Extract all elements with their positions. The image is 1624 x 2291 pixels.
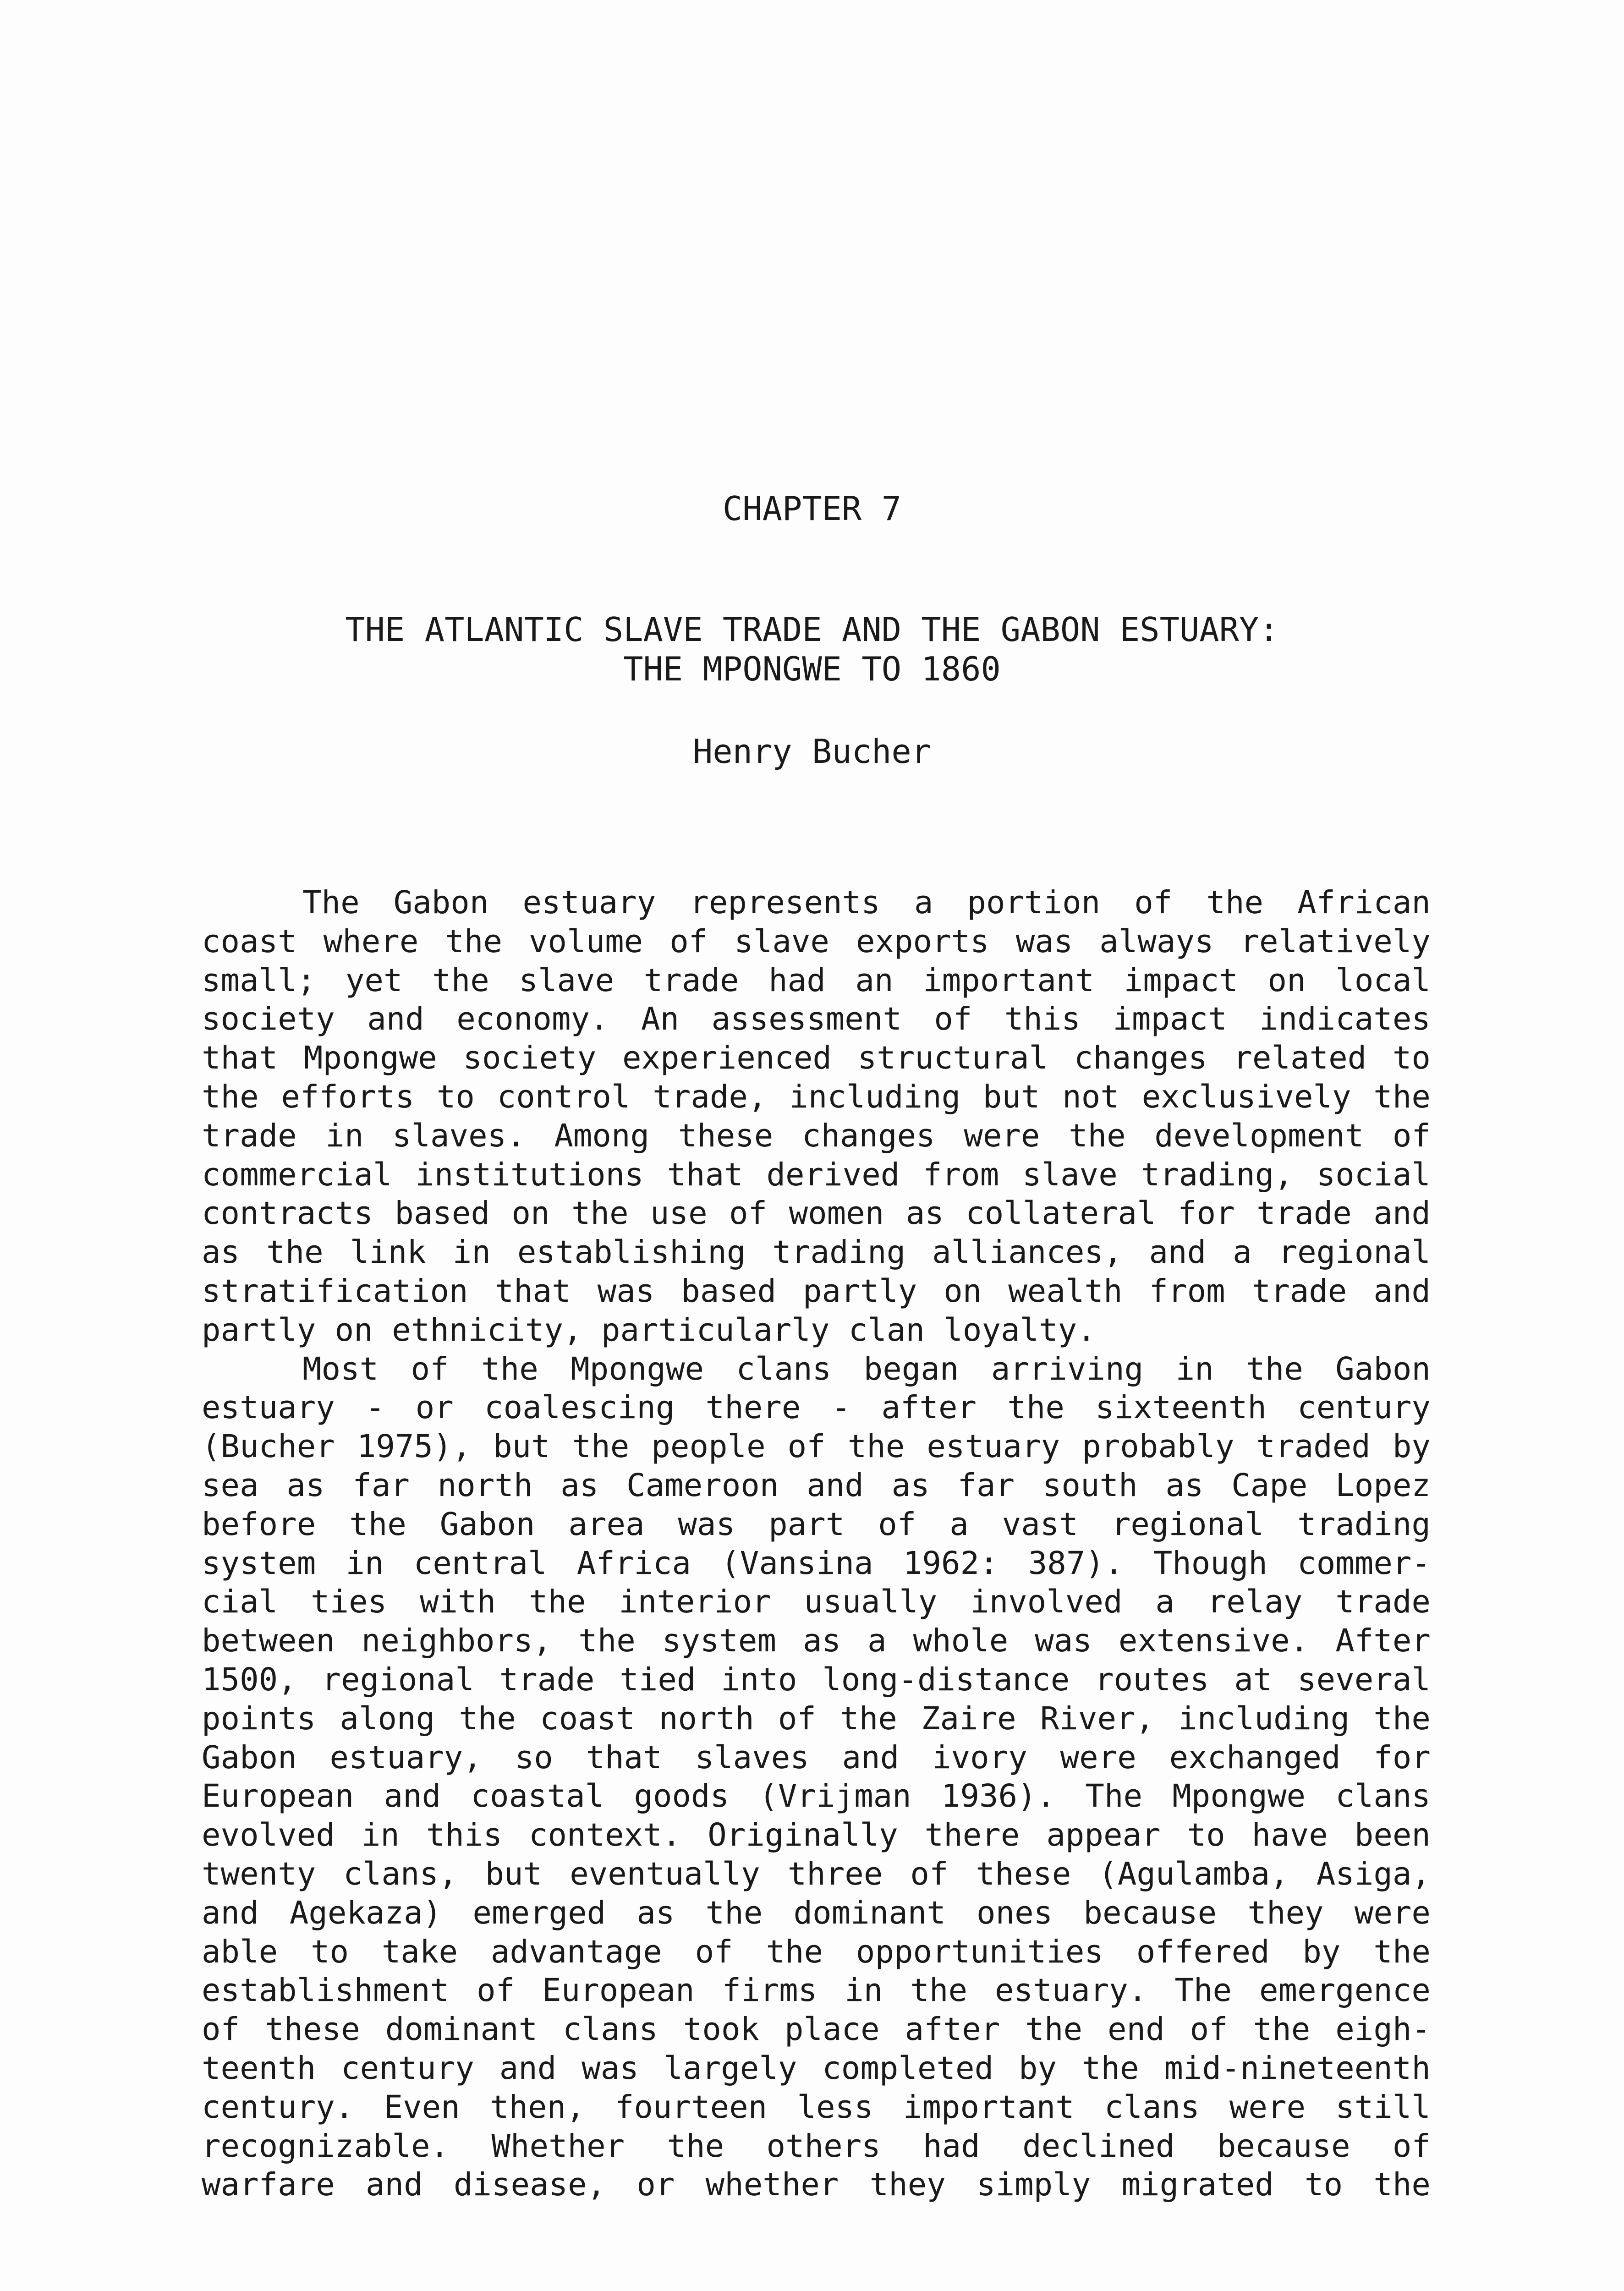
- paragraph-line: sea as far north as Cameroon and as far south as Cape Lopez: [202, 1467, 1431, 1504]
- body-text: [202, 883, 1431, 2204]
- paragraph-line: stratification that was based partly on wealth from trade and: [202, 1272, 1431, 1310]
- chapter-title-line-1: THE ATLANTIC SLAVE TRADE AND THE GABON ESTUARY:: [345, 610, 1279, 649]
- paragraph-line: European and coastal goods (Vrijman 1936). The Mpongwe clans: [202, 1778, 1431, 1815]
- paragraph-line: Gabon estuary, so that slaves and ivory were exchanged for: [202, 1739, 1431, 1776]
- paragraph-line: points along the coast north of the Zaire River, including the: [202, 1700, 1431, 1737]
- paragraph-line: century. Even then, fourteen less important clans were still: [202, 2088, 1431, 2126]
- author-name: Henry Bucher: [692, 732, 932, 771]
- paragraph-line: cial ties with the interior usually involved a relay trade: [202, 1584, 1431, 1621]
- paragraph-line: commercial institutions that derived from slave trading, social: [202, 1156, 1431, 1193]
- paragraph-line: (Bucher 1975), but the people of the estuary probably traded by: [202, 1428, 1431, 1465]
- paragraph-line: society and economy. An assessment of this impact indicates: [202, 1001, 1431, 1038]
- chapter-number: CHAPTER 7: [722, 489, 902, 528]
- paragraph-line: before the Gabon area was part of a vast regional trading: [202, 1506, 1431, 1543]
- paragraph-line: system in central Africa (Vansina 1962: 387). Though commer-: [202, 1545, 1431, 1582]
- chapter-title-line-2: THE MPONGWE TO 1860: [623, 650, 1001, 688]
- paragraph-line: establishment of European firms in the estuary. The emergence: [202, 1972, 1431, 2009]
- paragraph-line: coast where the volume of slave exports was always relatively: [202, 923, 1431, 960]
- paragraph-line: small; yet the slave trade had an important impact on local: [202, 962, 1431, 999]
- paragraph-line: 1500, regional trade tied into long-distance routes at several: [202, 1661, 1431, 1698]
- paragraph-line: able to take advantage of the opportunities offered by the: [202, 1933, 1431, 1970]
- paragraph-line: as the link in establishing trading alliances, and a regional: [202, 1234, 1431, 1271]
- paragraph-line: contracts based on the use of women as collateral for trade and: [202, 1195, 1431, 1232]
- paragraph-line: trade in slaves. Among these changes were the development of: [202, 1117, 1431, 1154]
- paragraph-line: between neighbors, the system as a whole was extensive. After: [202, 1622, 1431, 1660]
- paragraph-line: estuary - or coalescing there - after the sixteenth century: [202, 1389, 1431, 1426]
- paragraph-line: recognizable. Whether the others had declined because of: [202, 2127, 1431, 2165]
- paragraph-line: twenty clans, but eventually three of these (Agulamba, Asiga,: [202, 1855, 1431, 1892]
- paragraph-line: the efforts to control trade, including but not exclusively the: [202, 1078, 1431, 1115]
- paragraph-line: and Agekaza) emerged as the dominant ones because they were: [202, 1894, 1431, 1931]
- paragraph-line: of these dominant clans took place after the end of the eigh-: [202, 2011, 1431, 2048]
- paragraph-line: evolved in this context. Originally there appear to have been: [202, 1817, 1431, 1854]
- paragraph-line: The Gabon estuary represents a portion of the African: [302, 884, 1431, 921]
- paragraph-line: warfare and disease, or whether they simply migrated to the: [202, 2166, 1431, 2203]
- paragraph-line: teenth century and was largely completed by the mid-nineteenth: [202, 2050, 1431, 2087]
- paragraph-line: that Mpongwe society experienced structural changes related to: [202, 1040, 1431, 1077]
- paragraph-line: partly on ethnicity, particularly clan loyalty.: [202, 1311, 1096, 1348]
- paragraph-line: Most of the Mpongwe clans began arriving in the Gabon: [302, 1350, 1431, 1387]
